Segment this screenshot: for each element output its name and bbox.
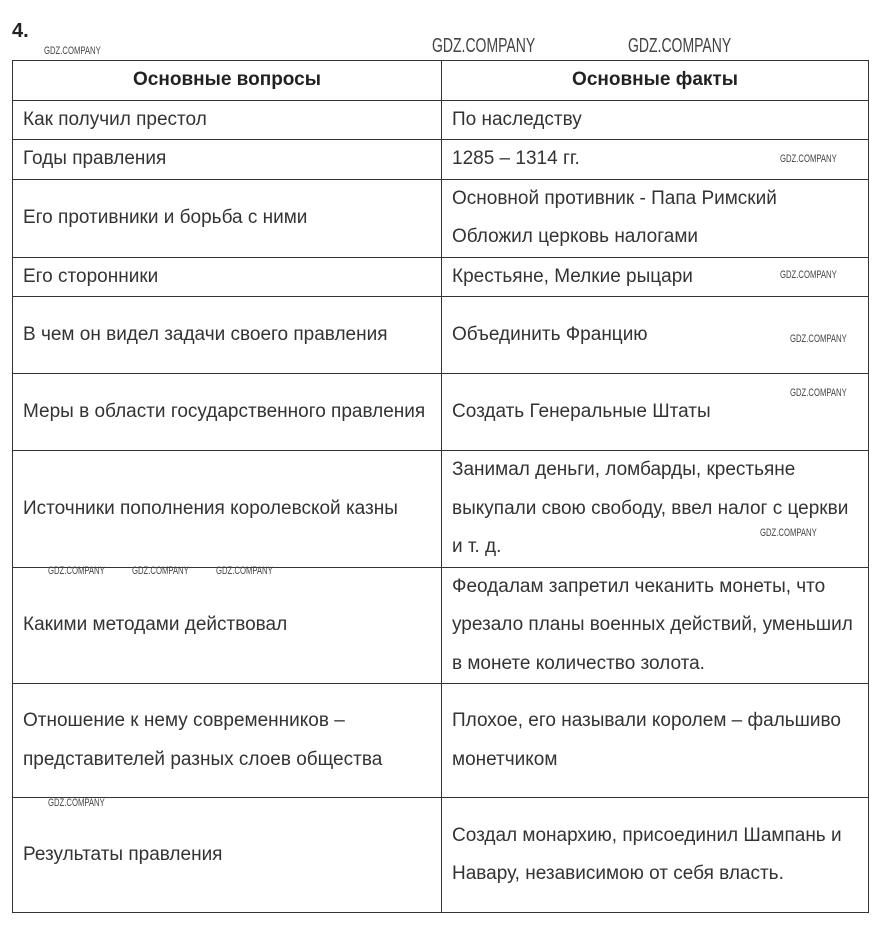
fact-line: Занимал деньги, ломбарды, крестьяне выкупали свою свободу, ввел налог с церкви и т. д. [452,459,849,557]
question-cell: Меры в области государственного правления [13,374,442,451]
watermark: GDZ.COMPANY [780,269,837,281]
facts-table [12,60,869,913]
question-cell: В чем он видел задачи своего правления [13,297,442,374]
table-row [13,451,869,568]
watermark: GDZ.COMPANY [760,527,817,539]
table-row [13,684,869,798]
table-row [13,179,869,257]
table-row [13,297,869,374]
watermark: GDZ.COMPANY [44,45,101,57]
question-cell: Отношение к нему современников – представителей разных слоев общества [13,684,442,798]
fact-cell [442,684,869,798]
header-facts: Основные факты [442,61,869,101]
watermark: GDZ.COMPANY [48,797,105,809]
watermark: GDZ.COMPANY [48,565,105,577]
watermark: GDZ.COMPANY [790,387,847,399]
watermark: GDZ.COMPANY [780,153,837,165]
fact-line: Объединить Францию [452,323,648,345]
table-row [13,798,869,913]
question-cell: Годы правления [13,140,442,180]
question-cell: Источники пополнения королевской казны [13,451,442,568]
question-cell: Как получил престол [13,100,442,140]
fact-line: Создал монархию, присоединил Шампань и Навару, независимою от себя власть. [452,824,842,884]
fact-line: Создать Генеральные Штаты [452,400,711,422]
fact-cell [442,179,869,257]
header-questions: Основные вопросы [13,61,442,101]
question-cell: Результаты правления [13,798,442,913]
fact-cell [442,100,869,140]
watermark: GDZ.COMPANY [628,35,732,57]
question-cell: Его сторонники [13,257,442,297]
table-row [13,100,869,140]
watermark: GDZ.COMPANY [432,35,536,57]
fact-cell [442,140,869,180]
fact-cell [442,798,869,913]
fact-line: По наследству [452,108,582,130]
fact-cell [442,567,869,684]
fact-line: Плохое, его называли королем – фальшиво монетчиком [452,710,841,770]
watermark: GDZ.COMPANY [790,333,847,345]
question-cell: Какими методами действовал [13,567,442,684]
table-row [13,567,869,684]
question-cell: Его противники и борьба с ними [13,179,442,257]
table-row [13,257,869,297]
fact-line: Крестьяне, Мелкие рыцари [452,265,693,287]
fact-cell [442,257,869,297]
fact-cell [442,451,869,568]
table-row [13,140,869,180]
task-number: 4. [12,20,29,42]
watermark: GDZ.COMPANY [132,565,189,577]
table-header-row [13,61,869,101]
fact-line: Феодалам запретил чеканить монеты, что урезало планы военных действий, уменьшил в монете количество золота. [452,575,853,674]
table-row [13,374,869,451]
fact-line: Основной противник - Папа Римский [452,187,777,209]
fact-cell [442,297,869,374]
fact-cell [442,374,869,451]
watermark: GDZ.COMPANY [216,565,273,577]
fact-line: 1285 – 1314 гг. [452,148,580,169]
fact-line: Обложил церковь налогами [452,226,698,247]
